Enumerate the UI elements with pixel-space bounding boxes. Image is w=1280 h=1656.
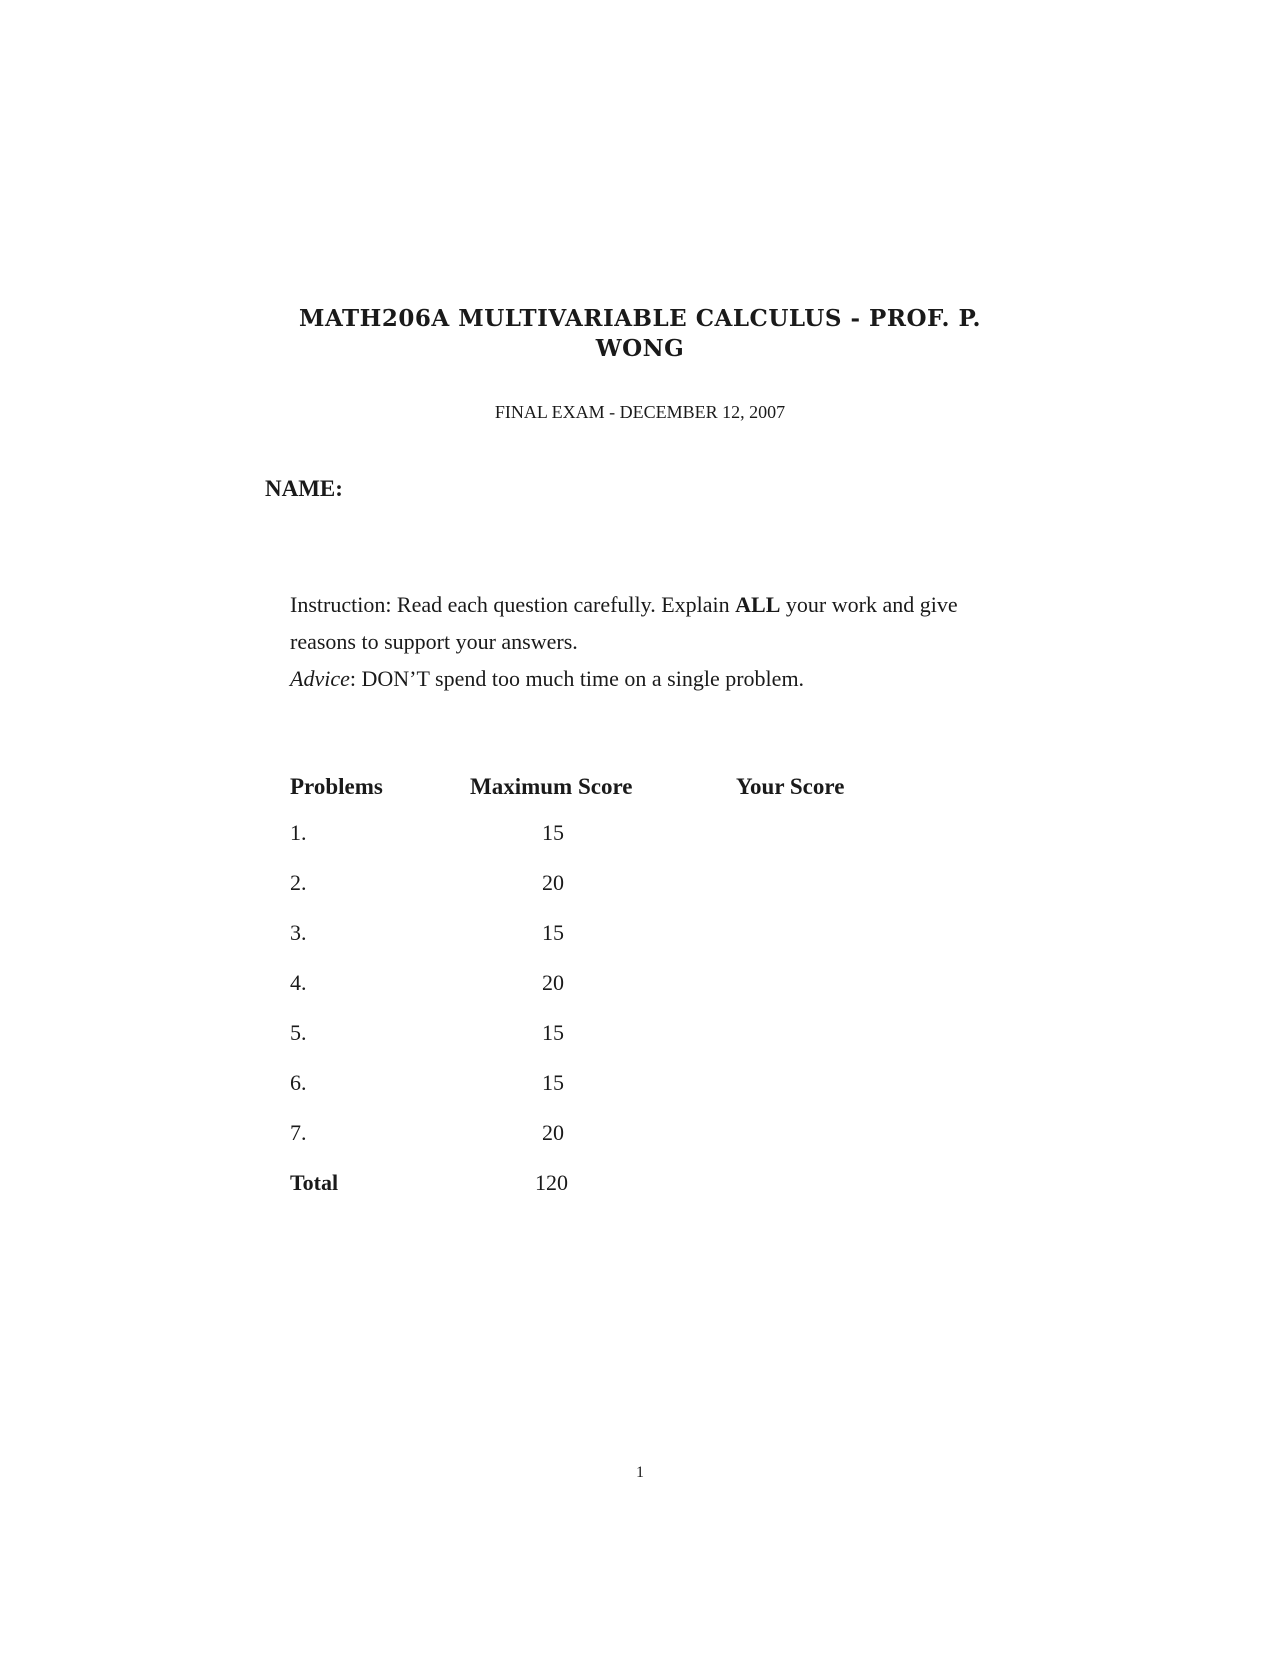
table-row bbox=[290, 970, 936, 1020]
problem-number: 7. bbox=[290, 1120, 307, 1145]
instructions-block bbox=[265, 586, 1025, 697]
your-score-cell[interactable] bbox=[736, 1070, 936, 1120]
problem-number: 6. bbox=[290, 1070, 307, 1095]
table-row bbox=[290, 1020, 936, 1070]
name-label: NAME: bbox=[265, 476, 343, 501]
advice-text: : DON’T spend too much time on a single problem. bbox=[349, 666, 805, 691]
your-score-cell[interactable] bbox=[736, 970, 936, 1020]
exam-subtitle: FINAL EXAM - DECEMBER 12, 2007 bbox=[494, 402, 786, 422]
score-table bbox=[290, 774, 936, 1220]
max-score: 20 bbox=[542, 970, 564, 995]
max-score: 20 bbox=[542, 1120, 564, 1145]
problem-number: 1. bbox=[290, 820, 307, 845]
your-score-cell[interactable] bbox=[736, 820, 936, 870]
table-row bbox=[290, 820, 936, 870]
your-score-cell[interactable] bbox=[736, 1020, 936, 1070]
your-score-cell[interactable] bbox=[736, 870, 936, 920]
max-score: 15 bbox=[542, 1020, 564, 1045]
problem-number: 4. bbox=[290, 970, 307, 995]
score-table-header-row bbox=[290, 774, 936, 820]
advice-paragraph bbox=[265, 660, 1025, 697]
exam-title: MATH206A MULTIVARIABLE CALCULUS - PROF. P. WONG bbox=[298, 305, 981, 362]
total-row bbox=[290, 1170, 936, 1220]
total-label: Total bbox=[290, 1170, 339, 1195]
header-maximum-score: Maximum Score bbox=[470, 774, 633, 799]
table-row bbox=[290, 1120, 936, 1170]
max-score: 15 bbox=[542, 1070, 564, 1095]
total-your-score-cell[interactable] bbox=[736, 1170, 936, 1220]
page-number: 1 bbox=[636, 1464, 644, 1481]
header-problems: Problems bbox=[290, 774, 383, 799]
max-score: 15 bbox=[542, 820, 564, 845]
your-score-cell[interactable] bbox=[736, 1120, 936, 1170]
table-row bbox=[290, 920, 936, 970]
total-max-score: 120 bbox=[535, 1170, 568, 1195]
problem-number: 3. bbox=[290, 920, 307, 945]
max-score: 15 bbox=[542, 920, 564, 945]
header-your-score: Your Score bbox=[736, 774, 845, 799]
table-row bbox=[290, 1070, 936, 1120]
instruction-emphasis: ALL bbox=[735, 592, 781, 617]
advice-label: Advice bbox=[290, 666, 350, 691]
problem-number: 5. bbox=[290, 1020, 307, 1045]
max-score: 20 bbox=[542, 870, 564, 895]
instruction-suffix: your work and give reasons to support your answers. bbox=[290, 592, 958, 654]
instruction-prefix: Instruction: Read each question carefully. Explain bbox=[290, 592, 736, 617]
your-score-cell[interactable] bbox=[736, 920, 936, 970]
instruction-paragraph bbox=[265, 586, 1025, 660]
problem-number: 2. bbox=[290, 870, 307, 895]
table-row bbox=[290, 870, 936, 920]
